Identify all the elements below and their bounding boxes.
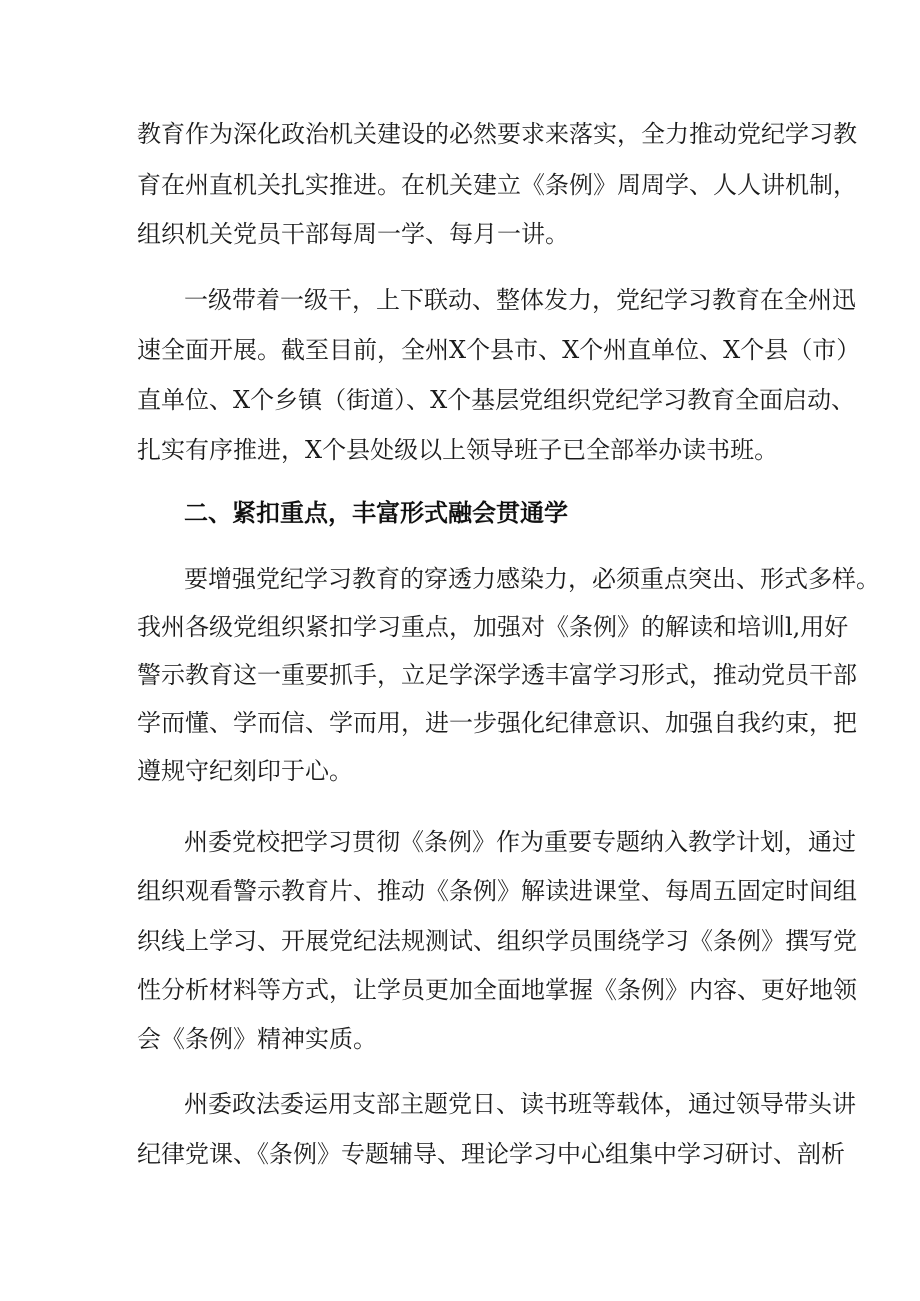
section-heading: 二、紧扣重点，丰富形式融会贯通学 (184, 499, 568, 527)
paragraph-line: 学而懂、学而信、学而用，进一步强化纪律意识、加强自我约束，把 (137, 709, 857, 737)
paragraph-line: 教育作为深化政治机关建设的必然要求来落实，全力推动党纪学习教 (137, 120, 857, 148)
paragraph-line: 会《条例》精神实质。 (137, 1025, 377, 1053)
paragraph-line: 速全面开展。截至目前，全州X个县市、X个州直单位、X个县（市） (137, 336, 861, 364)
paragraph-line: 州委党校把学习贯彻《条例》作为重要专题纳入教学计划，通过 (184, 828, 856, 856)
paragraph-line: 性分析材料等方式，让学员更加全面地掌握《条例》内容、更好地领 (137, 976, 857, 1004)
paragraph-line: 遵规守纪刻印于心。 (137, 757, 353, 785)
paragraph-line: 直单位、X个乡镇（街道）、X个基层党组织党纪学习教育全面启动、 (137, 386, 856, 414)
paragraph-line: 纪律党课、《条例》专题辅导、理论学习中心组集中学习研讨、剖析 (137, 1140, 845, 1168)
paragraph-line: 组织机关党员干部每周一学、每月一讲。 (137, 220, 569, 248)
paragraph-line: 警示教育这一重要抓手，立足学深学透丰富学习形式，推动党员干部 (137, 661, 857, 689)
paragraph-line: 组织观看警示教育片、推动《条例》解读进课堂、每周五固定时间组 (137, 877, 857, 905)
paragraph-line: 扎实有序推进，X个县处级以上领导班子已全部举办读书班。 (137, 436, 779, 464)
paragraph-line: 一级带着一级干，上下联动、整体发力，党纪学习教育在全州迅 (184, 286, 856, 314)
paragraph-line: 要增强党纪学习教育的穿透力感染力，必须重点突出、形式多样。 (184, 565, 880, 593)
paragraph-line: 织线上学习、开展党纪法规测试、组织学员围绕学习《条例》撰写党 (137, 927, 857, 955)
paragraph-line: 州委政法委运用支部主题党日、读书班等载体，通过领导带头讲 (184, 1090, 856, 1118)
paragraph-line: 我州各级党组织紧扣学习重点，加强对《条例》的解读和培训l,用好 (137, 613, 849, 641)
paragraph-line: 育在州直机关扎实推进。在机关建立《条例》周周学、人人讲机制， (137, 171, 857, 199)
